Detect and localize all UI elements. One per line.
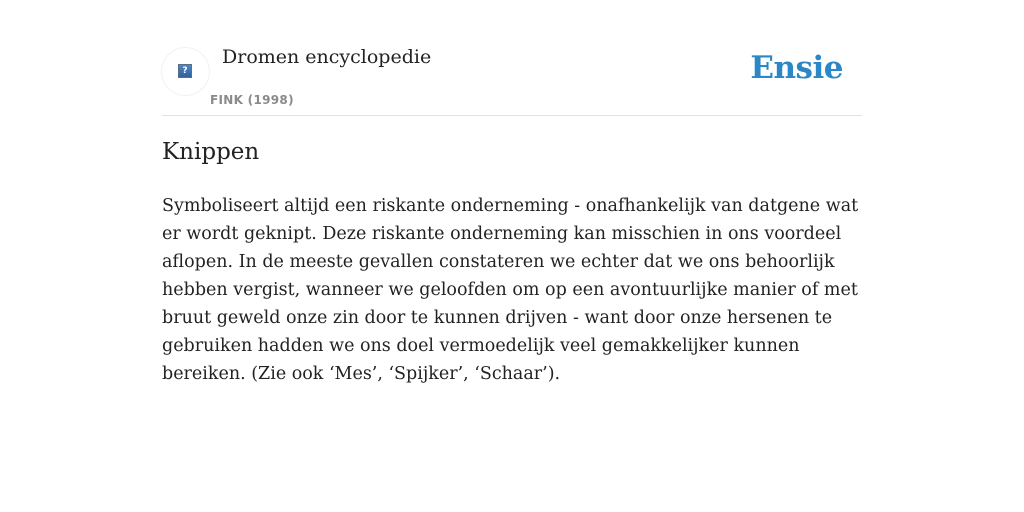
broken-image-icon: ? bbox=[178, 64, 192, 78]
source-meta: FINK (1998) bbox=[210, 93, 294, 107]
entry-term: Knippen bbox=[162, 139, 260, 165]
entry-definition: Symboliseert altijd een riskante onderneming - onafhankelijk van datgene wat er wordt geknipt. Deze riskante onderneming kan misschien in ons voordeel aflopen. In de meeste gevallen constateren we echter dat we ons behoorlijk hebben vergist, wanneer we geloofden om op een avontuurlijke manier of met bruut geweld onze zin door te kunnen drijven - want door onze hersenen te gebruiken hadden we ons doel vermoedelijk veel gemakkelijker kunnen bereiken. (Zie ook ‘Mes’, ‘Spijker’, ‘Schaar’). bbox=[162, 196, 859, 384]
source-title[interactable]: Dromen encyclopedie bbox=[222, 46, 432, 68]
ensie-logo[interactable]: Ensie bbox=[750, 50, 843, 86]
source-header bbox=[162, 40, 862, 116]
source-thumbnail[interactable] bbox=[162, 48, 209, 95]
